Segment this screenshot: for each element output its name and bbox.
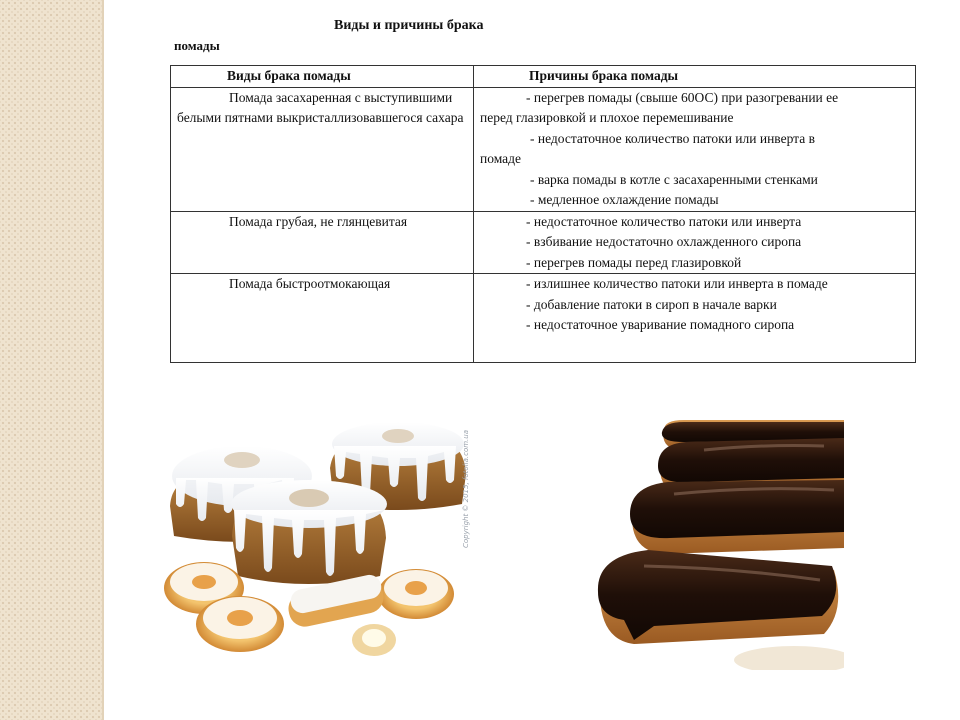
- causes-cell: [474, 274, 916, 363]
- chocolate-eclair: [598, 550, 838, 644]
- table-header-row: [171, 66, 916, 88]
- photo-watermark: Copyright © 2015, fotolia.com.ua: [462, 430, 470, 548]
- glazed-donut: [196, 596, 284, 652]
- page-title: Виды и причины брака: [334, 18, 484, 33]
- cause-line: - недостаточное количество патоки или инверта в: [530, 130, 815, 146]
- cause-line: - недостаточное количество патоки или инверта: [526, 213, 802, 229]
- causes-cell: [474, 211, 916, 274]
- cause-line: - перегрев помады (свыше 60ОС) при разогревании ее: [526, 89, 839, 105]
- bundt-cake: [231, 480, 387, 584]
- cause-line: - добавление патоки в сироп в начале варки: [526, 296, 777, 312]
- decorative-side-strip: [0, 0, 104, 720]
- defect-text: Помада быстроотмокающая: [229, 276, 391, 291]
- defect-cell: [171, 87, 474, 211]
- page-title-continuation: помады: [174, 38, 220, 53]
- chocolate-eclairs-photo: [594, 420, 844, 670]
- cause-line: - излишнее количество патоки или инверта в помаде: [526, 276, 828, 291]
- glazed-cakes-photo: [162, 418, 480, 668]
- cause-line: - взбивание недостаточно охлажденного сиропа: [526, 234, 802, 249]
- column-header-causes: Причины брака помады: [474, 66, 916, 88]
- cause-line: - медленное охлаждение помады: [530, 192, 719, 207]
- cause-line: - перегрев помады перед глазировкой: [526, 254, 742, 270]
- cause-line: - недостаточное уваривание помадного сиропа: [526, 317, 795, 332]
- glazed-donut: [378, 569, 454, 619]
- table-row: [171, 87, 916, 211]
- white-eclair: [286, 573, 396, 656]
- table-row: [171, 274, 916, 363]
- causes-cell: [474, 87, 916, 211]
- cause-line: перед глазировкой и плохое перемешивание: [480, 110, 734, 125]
- chocolate-eclair: [630, 480, 844, 554]
- defect-cell: [171, 274, 474, 363]
- defect-text: Помада грубая, не глянцевитая: [229, 213, 408, 229]
- defect-cell: [171, 211, 474, 274]
- defects-table: [170, 65, 916, 363]
- defect-text: Помада засахаренная с выступившими белыми пятнами выкристаллизовавшегося сахара: [177, 89, 464, 125]
- cause-line: помаде: [480, 151, 522, 166]
- table-row: [171, 211, 916, 274]
- cause-line: - варка помады в котле с засахаренными стенками: [530, 171, 818, 187]
- column-header-defects: Виды брака помады: [171, 66, 474, 88]
